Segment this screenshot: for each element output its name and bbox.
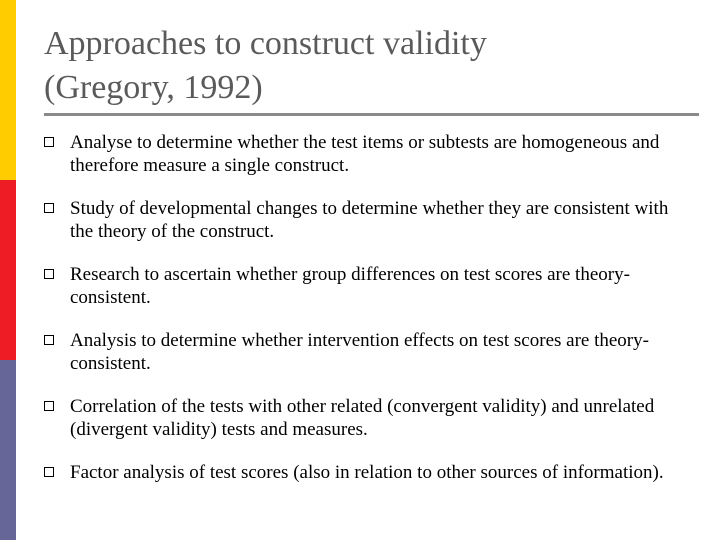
slide-title-line-2: (Gregory, 1992) (44, 69, 263, 106)
bullet-text: Study of developmental changes to determine whether they are consistent with the theory of the construct. (70, 198, 669, 242)
bullet-item (44, 197, 694, 243)
slide-title (44, 22, 487, 110)
bullet-item (44, 131, 694, 177)
accent-stripe-red (0, 180, 16, 360)
hollow-square-icon (44, 137, 54, 147)
title-divider (44, 113, 699, 116)
bullet-text: Analyse to determine whether the test items or subtests are homogeneous and therefore measure a single construct. (70, 132, 660, 176)
bullet-list (44, 131, 694, 504)
bullet-text: Correlation of the tests with other related (convergent validity) and unrelated (divergent validity) tests and measures. (70, 396, 655, 440)
bullet-item (44, 263, 694, 309)
bullet-text: Research to ascertain whether group differences on test scores are theory-consistent. (70, 264, 630, 308)
hollow-square-icon (44, 401, 54, 411)
accent-stripe-purple (0, 360, 16, 540)
bullet-text: Analysis to determine whether intervention effects on test scores are theory-consistent. (70, 330, 649, 374)
bullet-text: Factor analysis of test scores (also in relation to other sources of information). (70, 462, 664, 483)
bullet-item (44, 395, 694, 441)
hollow-square-icon (44, 269, 54, 279)
hollow-square-icon (44, 335, 54, 345)
bullet-item (44, 329, 694, 375)
slide-title-line-1: Approaches to construct validity (44, 25, 487, 62)
hollow-square-icon (44, 203, 54, 213)
hollow-square-icon (44, 467, 54, 477)
accent-stripe-yellow (0, 0, 16, 180)
bullet-item (44, 461, 694, 484)
